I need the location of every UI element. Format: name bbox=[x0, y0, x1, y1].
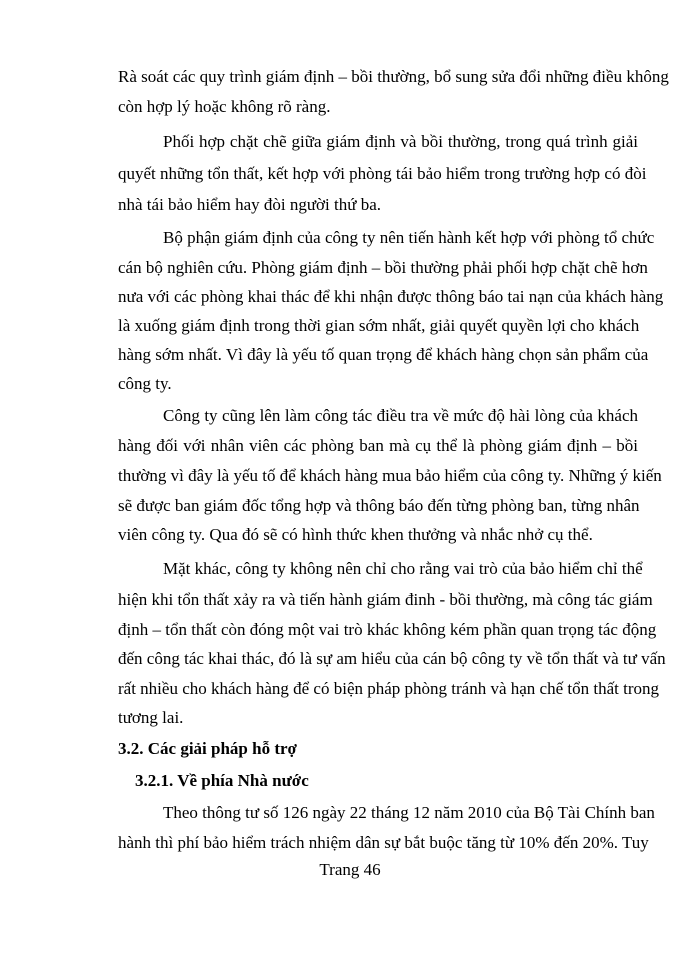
paragraph-3-line-5: hàng sớm nhất. Vì đây là yếu tố quan trọng để khách hàng chọn sản phẩm của bbox=[118, 345, 649, 364]
paragraph-5-line-2: hiện khi tổn thất xảy ra và tiến hành giám đinh - bồi thường, mà công tác giám bbox=[118, 590, 653, 609]
subsection-heading: 3.2.1. Về phía Nhà nước bbox=[135, 771, 309, 790]
paragraph-4-line-1: Công ty cũng lên làm công tác điều tra về mức độ hài lòng của khách bbox=[163, 406, 638, 425]
paragraph-4-line-2: hàng đối với nhân viên các phòng ban mà cụ thể là phòng giám định – bồi bbox=[118, 436, 638, 455]
paragraph-3-line-6: công ty. bbox=[118, 374, 172, 393]
paragraph-4-line-4: sẽ được ban giám đốc tổng hợp và thông báo đến từng phòng ban, từng nhân bbox=[118, 496, 640, 515]
final-paragraph-line-2: hành thì phí bảo hiểm trách nhiệm dân sự bắt buộc tăng từ 10% đến 20%. Tuy bbox=[118, 833, 649, 852]
paragraph-3-line-4: là xuống giám định trong thời gian sớm nhất, giải quyết quyền lợi cho khách bbox=[118, 316, 640, 335]
paragraph-2-line-1: Phối hợp chặt chẽ giữa giám định và bồi thường, trong quá trình giải bbox=[163, 132, 638, 151]
paragraph-4-line-5: viên công ty. Qua đó sẽ có hình thức khen thưởng và nhắc nhở cụ thể. bbox=[118, 525, 593, 544]
paragraph-3-line-2: cán bộ nghiên cứu. Phòng giám định – bồi thường phải phối hợp chặt chẽ hơn bbox=[118, 258, 648, 277]
final-paragraph-line-1: Theo thông tư số 126 ngày 22 tháng 12 năm 2010 của Bộ Tài Chính ban bbox=[163, 803, 655, 822]
paragraph-4-line-3: thường vì đây là yếu tố để khách hàng mua bảo hiểm của công ty. Những ý kiến bbox=[118, 466, 662, 485]
paragraph-1-line-2: còn hợp lý hoặc không rõ ràng. bbox=[118, 97, 331, 116]
paragraph-5-line-6: tương lai. bbox=[118, 708, 184, 727]
paragraph-2-line-3: nhà tái bảo hiểm hay đòi người thứ ba. bbox=[118, 195, 382, 214]
paragraph-5-line-5: rất nhiều cho khách hàng để có biện pháp phòng tránh và hạn chế tổn thất trong bbox=[118, 679, 659, 698]
paragraph-5-line-4: đến công tác khai thác, đó là sự am hiểu của cán bộ công ty về tổn thất và tư vấn bbox=[118, 649, 666, 668]
section-heading: 3.2. Các giải pháp hỗ trợ bbox=[118, 739, 297, 758]
paragraph-5-line-1: Mặt khác, công ty không nên chỉ cho rằng vai trò của bảo hiểm chỉ thể bbox=[163, 559, 643, 578]
paragraph-2-line-2: quyết những tổn thất, kết hợp với phòng tái bảo hiểm trong trường hợp có đòi bbox=[118, 164, 647, 183]
paragraph-1-line-1: Rà soát các quy trình giám định – bồi thường, bổ sung sửa đổi những điều không bbox=[118, 67, 669, 86]
paragraph-5-line-3: định – tổn thất còn đóng một vai trò khác không kém phần quan trọng tác động bbox=[118, 620, 657, 639]
paragraph-3-line-3: nưa với các phòng khai thác để khi nhận được thông báo tai nạn của khách hàng bbox=[118, 287, 664, 306]
page-number: Trang 46 bbox=[319, 860, 381, 879]
paragraph-3-line-1: Bộ phận giám định của công ty nên tiến hành kết hợp với phòng tổ chức bbox=[163, 228, 655, 247]
